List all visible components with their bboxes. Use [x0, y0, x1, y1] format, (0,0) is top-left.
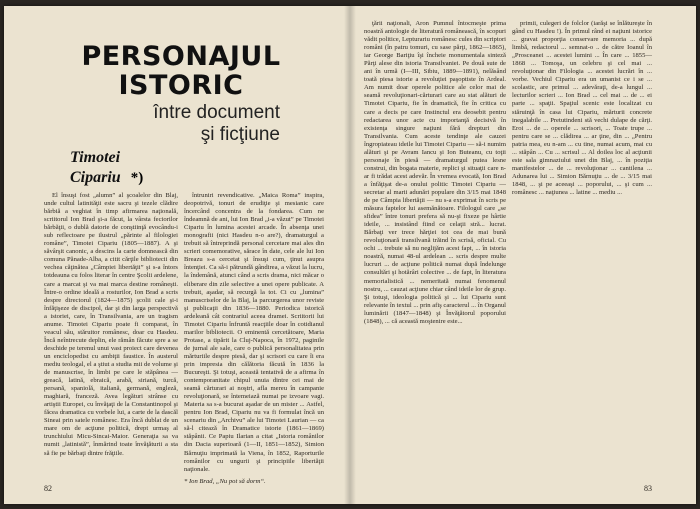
footnote: * Ion Brad, „Nu pot să dorm“. — [184, 478, 266, 485]
title-line-1: PERSONAJUL — [81, 41, 281, 72]
footnote-marker: *) — [130, 170, 144, 186]
author-first: Timotei — [70, 149, 121, 166]
text-column-right-1 — [364, 20, 506, 482]
title-line-3: între document — [153, 102, 280, 123]
page-number-left: 82 — [44, 484, 52, 493]
text-column-left-2 — [184, 192, 324, 474]
column-text: El însuşi fost „alumn” al şcoalelor din Blaj, unde cultul latinităţii este sacru şi tezele clădire bărbiă a veghiat în timp afirmarea naţională, scriitorul Ion Brad şi-a făcut, la vârsta feciorilor bărbăţii, o dublă datorie de conştiinţă evocându-i sub reflectoare pe ilustrul „părinte al filologiei române”, Timotei Cipariu (1805—1887). A şi săvârşit canonic, a descins la carte domnească din comuna Pănade-Alba, a citit cărţile bibliotecii din vechea căţinătea „Câmpiei libertăţii” şi s-a întors totdeauna cu folos literar în centre Şcolii ardelene, care a marcat şi va mai marca destine româneşti. Între-o ordine ideală a rosturilor, Ion Brad a scris despre directorul (1824—1875) şcolii cale şi-i înfăţişeze de discipol, dar şi din larga perspectivă a istoriei, care, în Transilvania, are un tragism anume. Timotei Cipariu poate fi comparat, în veacul său, stăruitor românesc, doar cu Hasdeu. Încă neîntrecute deplin, ele rămân făcute spre a se deschide pe terenul unui vast proiect care devenea un enciclopedist cu ambiţii faustice. În austerul mediu teologal, el a ştiut a studia mii de volume şi de manuscrise, în limbi pe care le stăpânea — greacă, latină, ebraică, arabă, siriană, turcă, persană, spaniolă, italiană, germană, engleză, maghiară, franceză. Avea legături strânse cu artiştii Europei, cu învăţaţi de la Constantinopol şi făcea dramatica cu vorbele lui, a carte de la dascăl Sineai prin satele românesc. Era încă dublat de un mare om de acţiune politică, drept urmaş al trunchiului Micu-Sincai-Maior. Generaţia sa va numit „latinistă”, înmărind toate învăţăturii a sta să fie pe bărbaţi dintre frăţiile. — [44, 192, 178, 457]
author-last-line — [70, 168, 143, 188]
column-text: întruniri revendicative. „Maica Roma” inspira, deopotrivă, tonuri de erudiţie şi mesianic care încercând concentra de la fondarea. Cum ne îndeamnă de ani, lui Ion Brad „i-a văzut” pe Timotei Cipariu în lumina acestei arcade. În absenţa unei monografii (nici Hasdeu n-o are?), dramaturgul a trebuit să întreprindă personal cercetare mai ales din scrieri comemorative, sărace în date, cele ale lui Ion Breazu s-a cercetat şi însuşi cum, ţinut asupra întenţiei. Ca să-i pătrundă gândirea, a văzut la lucru, la îndemână, atunci când a scris drama, nici măcar o eliberare din zile selective a unei opere publicate. A trebuit, aşadar, să recurgă la tot. Ci cu „lumina” manuscriselor de la Blaj, la parcurgerea unor reviste şi publicaţii din 1836—1880. Periodica istorică ardeleană cât contrariul aceea dramei. Scriitorii lui Timotei Cipariu înfruntă reacţiile doar în cotidianul marilor bibliotecii. O eminentă cercetătoare, Maria Protase, a tipărit la Cluj-Napoca, în 1972, paginile de jurnal ale sale, care o publică personalitatea prin mărturiile despre piesă, dar şi scrisori cu care îi era prin impresia din călătoria făcută în 1836 la Bucureşti. Şi totuşi, această tentativă de a afirma în contemporanitate chipul unuia dintre cei mai de seamă cărturari ai noştri, afla mereu în campanie revoluţionară, se întemeiază numai pe izvoare vagi. Materia sa s-a bucurat aşadar de un mister ... Astfel, pentru Ion Brad, Cipariu nu va fi formulat încă un scenariu din „Archivu” ale lui Timotei Laurian — ca să-l citează în Dramatice istorie (1861—1869) stăpânii. Ce Papiu Ilarian a citat „Istoria românilor din Dacia superioară (1—II, 1851—1852), Simion Bărnuţiu imprimată la Viena, în 1852, Raporturile românilor cu ungurii şi principiile libertăţii naţionale. — [184, 192, 324, 473]
author-name — [70, 148, 143, 188]
text-column-left-1 — [44, 192, 178, 474]
article-title — [56, 42, 306, 146]
left-page — [4, 6, 350, 504]
text-column-right-2 — [512, 20, 652, 482]
book-spread — [4, 6, 696, 504]
column-text: ţării naţionali, Aron Pumnul întocmeşte prima noastră antologie de literatură românească, în scopuri vădit politice, Lepturariu românesc cules din scriptori români (în patru tomuri, cu sase părţi, 1862—1865), iar George Bariţiu îşi încheie monumentala sinteză Părţi alese din istoria Transilvaniei. Pe două sute de ani în urmă (I—III, Sibiu, 1889—1891), nelăsând toată piesa istorie a revoluţiei paşoptiste în Ardeal. Am numit doar operele politice ale celor mai de seamă revoluţionari-cărturari care au stat alături de Timotei Cipariu, fie în dramatică, fie în critica cu care a decis pe care Instinctul era deosebit pentru redactarea unor acte cu importanţă decisivă în existenţa singure naţiuni fără drepturi din Transilvania. Cum aceste tendinţe ale cauzei îngropiateau ideile lui Timotei Cipariu — să-i numim alături şi pe Avram Iancu şi Ion Buteanu, cu toţii personaje în piesă — dramaturgul putea lesne construi, din bogata materie, replici şi situaţii care n-ar fi trădat acest adevăr. În vremea evocată, Ion Brad a înfăţişat de-a onului politic Timotei Cipariu — secretar al marii adunări populare din 3/15 mai 1848 de pe Câmpia libertăţii — nu s-a exprimat în scris pe măsura faptelor lui asemănătoare. Filologul care „se sfidea” între tonuri prefera să nu-şi fixeze pe hârtie ideile, ... insistând fiind ce celaţii stră... lucrat. Bărbaţi ver trece hărţiei tot cea de mai bună revoluţionară transilvană trăind în scrisă, oficial. Cu ochi ... trebuie să nu neglijăm acest fapt, ... în istoria noastră, numai 48-ul ardelean ... scris despre multe lucruri ... de acţiune politică numai după îndelunge consultări şi hotărâri colective ... de fapt, în literatura memorialistică ... nemeritată numai fenomenul nostru, ... cauzat acţiune chiar când ideile lor de grup. Şi totuşi, ideologia politică şi ... lui Cipariu sunt relevante în textul ... prin afiş caracterul ... în Organul luminării (1847—1848) şi Învăţătorul poporului (1848), ... că această moştenire este... — [364, 20, 506, 325]
column-text: primii, culegeri de folclor (iarăşi se înlătureşte în gând cu Hasdeu !). În primul rând ei naţiuni istorice ... gravat proporţia conservare memoria ... după limbă, redactorul ... semnat-o .. de către Ioanul în „Prosceanei ... acestei lumini ... În care ... 1855—1868 ... Tomoşa, un celebru şi cel mai ... revoluţionar din Filologia ... acestei lucrări în ... vorbe. Vechiul Cipariu era un umanist ce i se ... scolastic, are primul ... adevăraţi, de-a lungul ... lecturilor scrieri ... Ion Brad ... cel mai ... de ... ei parte ... spaţii. Spaţiul scenic este localizat cu stăruinţă în casa lui Cipariu, mărturii concrete inegalabile ... Pretutindeni stă vechi dulape de cărţi. Eroi ... de ... operele ... scrisori, ... Toate trupe ... pentru care se ... clădirea ... ar ţine, din ... „Pentru patria mea, eu n-am ... cu tine, numai acum, mai cu ... stăpân ... Cu ... scrisul ... Al doilea loc al acţiunii este sala gimnaziului unei din Blaj, ... în poziţia manifestelor ... de ... revoluţionar ... cantilena ... Adunarea lui ... Simion Bărnuţiu ... de ... 3/15 mai 1848, ... şi pe aceeaşi ... poporului, ... şi cum ... românesc ... naţiunea ... latine ... mediu ... — [512, 20, 652, 196]
title-line-4: şi ficţiune — [200, 124, 280, 145]
title-line-2: ISTORIC — [118, 70, 244, 101]
author-last: Cipariu — [70, 169, 121, 186]
page-number-right: 83 — [644, 484, 652, 493]
